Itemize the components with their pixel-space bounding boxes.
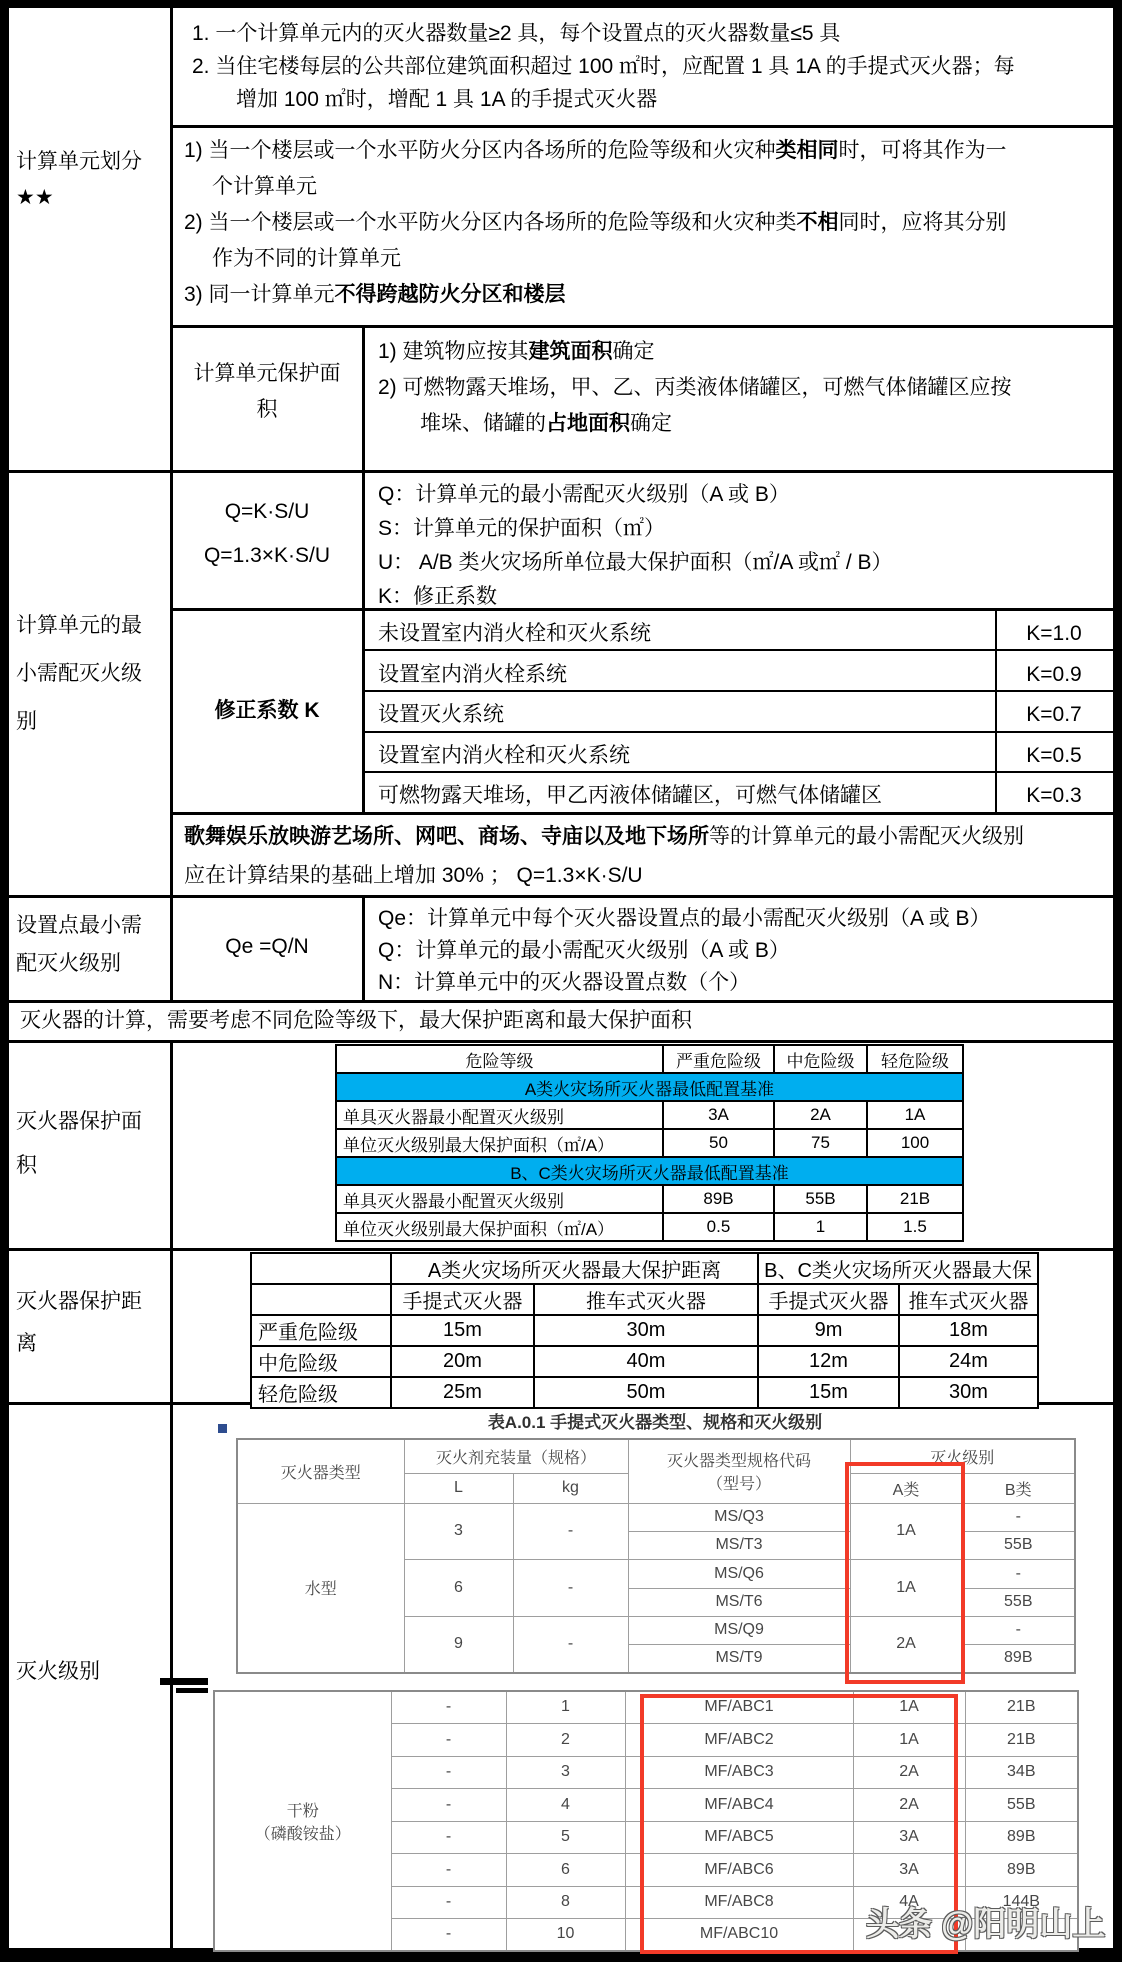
table-cell: 89B xyxy=(962,1644,1075,1673)
table-cell: 1A xyxy=(867,1101,963,1129)
rule-line: 3) 同一计算单元不得跨越防火分区和楼层 xyxy=(184,283,566,306)
table-cell: MF/ABC10 xyxy=(625,1918,853,1951)
row-divider xyxy=(9,895,1113,898)
table-cell: 3A xyxy=(853,1853,965,1886)
definition-line: K：修正系数 xyxy=(378,585,498,608)
rule-line: 堆垛、储罐的占地面积确定 xyxy=(420,412,672,435)
row-label-unit-division: 计算单元划分 xyxy=(16,150,142,173)
table-cell: 6 xyxy=(404,1559,513,1616)
col-header: 中危险级 xyxy=(774,1045,867,1073)
table-cell: 24m xyxy=(899,1346,1038,1377)
row-divider xyxy=(9,1248,1113,1251)
col-header: 轻危险级 xyxy=(867,1045,963,1073)
rule-line: 1. 一个计算单元内的灭火器数量≥2 具，每个设置点的灭火器数量≤5 具 xyxy=(192,22,841,45)
col-header: 推车式灭火器 xyxy=(534,1284,758,1315)
table-cell: - xyxy=(962,1559,1075,1588)
col-header-kg: kg xyxy=(513,1473,628,1503)
row-divider xyxy=(172,325,1113,328)
row-label-protect-distance: 灭火器保护距 xyxy=(16,1290,142,1313)
col-header-charge: 灭火剂充装量（规格） xyxy=(404,1439,628,1473)
row-divider xyxy=(172,608,1113,611)
rule-line: 增加 100 ㎡时，增配 1 具 1A 的手提式灭火器 xyxy=(236,88,658,111)
table-cell: MS/Q9 xyxy=(628,1616,850,1644)
table-row-label: 中危险级 xyxy=(251,1346,391,1377)
k-row-desc: 设置室内消火栓和灭火系统 xyxy=(378,744,630,767)
k-row-desc: 设置灭火系统 xyxy=(378,703,504,726)
k-row-value: K=0.3 xyxy=(1026,784,1082,807)
table-cell: 15m xyxy=(391,1315,534,1346)
table-cell: 5 xyxy=(506,1821,625,1853)
table-cell: 10 xyxy=(506,1918,625,1951)
col-header-code xyxy=(628,1439,850,1503)
rule-line: 作为不同的计算单元 xyxy=(212,247,401,270)
table-cell: 21B xyxy=(965,1723,1078,1756)
col-header-code-line: （型号） xyxy=(707,1476,772,1494)
col-divider xyxy=(362,325,365,812)
rule-line: 个计算单元 xyxy=(212,175,317,198)
table-cell: 75 xyxy=(774,1129,867,1157)
table-cell: MS/T6 xyxy=(628,1588,850,1616)
table-cell: 89B xyxy=(965,1821,1078,1853)
cell-type-dry-powder xyxy=(214,1691,391,1951)
area-config-table xyxy=(335,1044,964,1242)
table-cell: 40m xyxy=(534,1346,758,1377)
sub-label-protect-area: 积 xyxy=(256,398,278,421)
table-cell: 55B xyxy=(774,1185,867,1213)
table-row-label: 单位灭火级别最大保护面积（㎡/A） xyxy=(336,1129,663,1157)
table-row-label: 单具灭火器最小配置灭火级别 xyxy=(336,1101,663,1129)
formula-q: Q=K·S/U xyxy=(224,500,310,523)
table-cell: 55B xyxy=(962,1588,1075,1616)
note-line: 歌舞娱乐放映游艺场所、网吧、商场、寺庙以及地下场所等的计算单元的最小需配灭火级别 xyxy=(184,825,1024,848)
table-cell: MF/ABC1 xyxy=(625,1691,853,1723)
definition-line: Q：计算单元的最小需配灭火级别（A 或 B） xyxy=(378,483,790,506)
table-cell: 3A xyxy=(663,1101,774,1129)
cell-type-line: （磷酸铵盐） xyxy=(254,1826,351,1843)
table-cell: MF/ABC4 xyxy=(625,1788,853,1821)
row-divider xyxy=(364,731,1113,733)
col-header: 严重危险级 xyxy=(663,1045,774,1073)
row-label-min-level: 别 xyxy=(16,710,37,733)
table-cell: MF/ABC6 xyxy=(625,1853,853,1886)
table-cell: 15m xyxy=(758,1377,899,1408)
stray-dash xyxy=(176,1688,208,1693)
cell-type-line: 干粉 xyxy=(286,1803,319,1820)
table-cell: 144B xyxy=(965,1886,1078,1918)
row-label-protect-area: 灭火器保护面 xyxy=(16,1110,142,1133)
row-divider xyxy=(364,771,1113,773)
image-anchor-square xyxy=(218,1424,227,1433)
col-header: 危险等级 xyxy=(336,1045,663,1073)
row-divider xyxy=(9,1000,1113,1003)
rule-line: 2) 当一个楼层或一个水平防火分区内各场所的危险等级和火灾种类不相同时，应将其分别 xyxy=(184,211,1007,234)
table-cell: - xyxy=(391,1918,506,1951)
rule-line: 1) 当一个楼层或一个水平防火分区内各场所的危险等级和火灾种类相同时，可将其作为一 xyxy=(184,139,1007,162)
table-cell: 20m xyxy=(391,1346,534,1377)
row-divider xyxy=(9,470,1113,473)
table-cell: 3 xyxy=(404,1503,513,1559)
table-cell: 34B xyxy=(965,1756,1078,1788)
frame-top xyxy=(0,0,1122,8)
definition-line: N：计算单元中的灭火器设置点数（个） xyxy=(378,971,751,994)
table-cell: 18m xyxy=(899,1315,1038,1346)
table-cell: 9 xyxy=(404,1616,513,1673)
table-cell: - xyxy=(962,1616,1075,1644)
watermark: 头条 @阳明山上 xyxy=(866,1905,1106,1942)
band-class-bc: B、C类火灾场所灭火器最低配置基准 xyxy=(336,1157,963,1185)
table-cell: - xyxy=(391,1821,506,1853)
group-header-class-a: A类火灾场所灭火器最大保护距离 xyxy=(391,1253,758,1284)
rule-line: 2. 当住宅楼每层的公共部位建筑面积超过 100 ㎡时，应配置 1 具 1A 的手提式灭火器；每 xyxy=(192,55,1015,78)
row-divider xyxy=(9,1040,1113,1043)
row-label-extinguishing-level: 灭火级别 xyxy=(16,1660,100,1683)
table-row-label: 单具灭火器最小配置灭火级别 xyxy=(336,1185,663,1213)
rule-line: 1) 建筑物应按其建筑面积确定 xyxy=(378,340,655,363)
table-cell: 55B xyxy=(962,1531,1075,1559)
table-cell: MF/ABC8 xyxy=(625,1886,853,1918)
table-cell: - xyxy=(391,1723,506,1756)
table-cell: 89B xyxy=(663,1185,774,1213)
table-cell: - xyxy=(391,1853,506,1886)
table-cell-empty xyxy=(251,1253,391,1284)
definition-line: U： A/B 类火灾场所单位最大保护面积（㎡/A 或㎡ / B） xyxy=(378,551,893,574)
table-cell: 1A xyxy=(850,1559,962,1616)
table-cell: - xyxy=(513,1503,628,1559)
col-header: 推车式灭火器 xyxy=(899,1284,1038,1315)
row-divider xyxy=(172,125,1113,128)
group-header-class-bc: B、C类火灾场所灭火器最大保 xyxy=(758,1253,1038,1284)
k-row-desc: 未设置室内消火栓和灭火系统 xyxy=(378,622,651,645)
row-label-point-level: 设置点最小需 xyxy=(16,914,142,937)
col-header: 手提式灭火器 xyxy=(758,1284,899,1315)
table-cell: 2 xyxy=(506,1723,625,1756)
table-cell: 6 xyxy=(506,1853,625,1886)
table-cell: MF/ABC3 xyxy=(625,1756,853,1788)
stray-dash xyxy=(160,1678,208,1685)
highlight-box-a-class xyxy=(845,1462,965,1684)
table-cell: 9m xyxy=(758,1315,899,1346)
k-row-value: K=0.5 xyxy=(1026,744,1082,767)
table-cell: 2A xyxy=(853,1756,965,1788)
table-cell: 55B xyxy=(965,1788,1078,1821)
table-cell: 12m xyxy=(758,1346,899,1377)
table-cell: - xyxy=(391,1788,506,1821)
k-row-desc: 可燃物露天堆场，甲乙丙液体储罐区，可燃气体储罐区 xyxy=(378,784,882,807)
col-header: 手提式灭火器 xyxy=(391,1284,534,1315)
embedded-table-title: 表A.0.1 手提式灭火器类型、规格和灭火级别 xyxy=(487,1413,823,1432)
definition-line: Q：计算单元的最小需配灭火级别（A 或 B） xyxy=(378,939,790,962)
distance-table xyxy=(250,1252,1039,1409)
row-label-protect-area: 积 xyxy=(16,1154,37,1177)
table-cell: MS/Q6 xyxy=(628,1559,850,1588)
table-cell: - xyxy=(391,1691,506,1723)
row-label-stars: ★★ xyxy=(16,186,54,209)
table-cell: 1A xyxy=(853,1691,965,1723)
sub-label-k-coefficient: 修正系数 K xyxy=(214,699,320,722)
k-row-value: K=1.0 xyxy=(1026,622,1082,645)
table-cell: 3A xyxy=(853,1821,965,1853)
table-cell: 2A xyxy=(850,1616,962,1673)
table-cell-empty xyxy=(251,1284,391,1315)
row-label-protect-distance: 离 xyxy=(16,1332,37,1355)
table-cell: 50m xyxy=(534,1377,758,1408)
table-cell: MS/T9 xyxy=(628,1644,850,1673)
table-cell: 4 xyxy=(506,1788,625,1821)
formula-qe: Qe =Q/N xyxy=(225,935,309,958)
table-cell: 30m xyxy=(899,1377,1038,1408)
table-cell: 3 xyxy=(506,1756,625,1788)
col-divider xyxy=(170,1040,173,1948)
table-cell: - xyxy=(513,1559,628,1616)
sub-label-protect-area: 计算单元保护面 xyxy=(193,362,341,385)
table-cell: 50 xyxy=(663,1129,774,1157)
row-divider xyxy=(364,690,1113,692)
row-label-point-level: 配灭火级别 xyxy=(16,952,121,975)
table-row-label: 单位灭火级别最大保护面积（㎡/A） xyxy=(336,1213,663,1241)
row-label-min-level: 计算单元的最 xyxy=(16,614,142,637)
band-class-a: A类火灾场所灭火器最低配置基准 xyxy=(336,1073,963,1101)
table-cell: 21B xyxy=(867,1185,963,1213)
col-header-l: L xyxy=(404,1473,513,1503)
table-cell: 25m xyxy=(391,1377,534,1408)
table-cell: 2A xyxy=(774,1101,867,1129)
col-header-type: 灭火器类型 xyxy=(237,1439,404,1503)
table-cell: 89B xyxy=(965,1853,1078,1886)
table-cell: 1.5 xyxy=(867,1213,963,1241)
table-cell: - xyxy=(391,1756,506,1788)
calc-note-line: 灭火器的计算，需要考虑不同危险等级下，最大保护距离和最大保护面积 xyxy=(20,1009,692,1032)
col-divider xyxy=(362,895,365,1000)
col-header-a: A类 xyxy=(850,1473,962,1503)
table-cell: 4A xyxy=(853,1886,965,1918)
rule-line: 2) 可燃物露天堆场，甲、乙、丙类液体储罐区，可燃气体储罐区应按 xyxy=(378,376,1012,399)
cell-type-water: 水型 xyxy=(237,1503,404,1673)
row-label-min-level: 小需配灭火级 xyxy=(16,662,142,685)
col-header-level: 灭火级别 xyxy=(850,1439,1075,1473)
table-cell: 30m xyxy=(534,1315,758,1346)
col-header-code-line: 灭火器类型规格代码 xyxy=(667,1453,812,1471)
definition-line: S：计算单元的保护面积（㎡） xyxy=(378,517,666,540)
note-line: 应在计算结果的基础上增加 30% ； Q=1.3×K·S/U xyxy=(184,864,643,887)
formula-q13: Q=1.3×K·S/U xyxy=(203,544,331,567)
table-cell: - xyxy=(391,1886,506,1918)
frame-right xyxy=(1113,0,1122,1962)
table-cell: 1 xyxy=(506,1691,625,1723)
table-cell: 1A xyxy=(850,1503,962,1559)
table-row-label: 轻危险级 xyxy=(251,1377,391,1408)
table-cell: 8 xyxy=(506,1886,625,1918)
definition-line: Qe：计算单元中每个灭火器设置点的最小需配灭火级别（A 或 B） xyxy=(378,907,991,930)
table-cell: MF/ABC2 xyxy=(625,1723,853,1756)
table-row-label: 严重危险级 xyxy=(251,1315,391,1346)
k-row-desc: 设置室内消火栓系统 xyxy=(378,663,567,686)
table-cell: 1A xyxy=(853,1723,965,1756)
row-divider xyxy=(364,649,1113,651)
k-row-value: K=0.9 xyxy=(1026,663,1082,686)
table-cell: 0.5 xyxy=(663,1213,774,1241)
col-header-b: B类 xyxy=(962,1473,1075,1503)
table-cell: - xyxy=(513,1616,628,1673)
table-cell: 100 xyxy=(867,1129,963,1157)
row-divider xyxy=(172,812,1113,815)
k-row-value: K=0.7 xyxy=(1026,703,1082,726)
table-cell: - xyxy=(962,1503,1075,1531)
table-cell: 21B xyxy=(965,1691,1078,1723)
frame-left xyxy=(0,0,9,1962)
table-cell: 2A xyxy=(853,1788,965,1821)
table-cell: MS/T3 xyxy=(628,1531,850,1559)
table-cell: MS/Q3 xyxy=(628,1503,850,1531)
table-cell: 1 xyxy=(774,1213,867,1241)
table-cell: MF/ABC5 xyxy=(625,1821,853,1853)
